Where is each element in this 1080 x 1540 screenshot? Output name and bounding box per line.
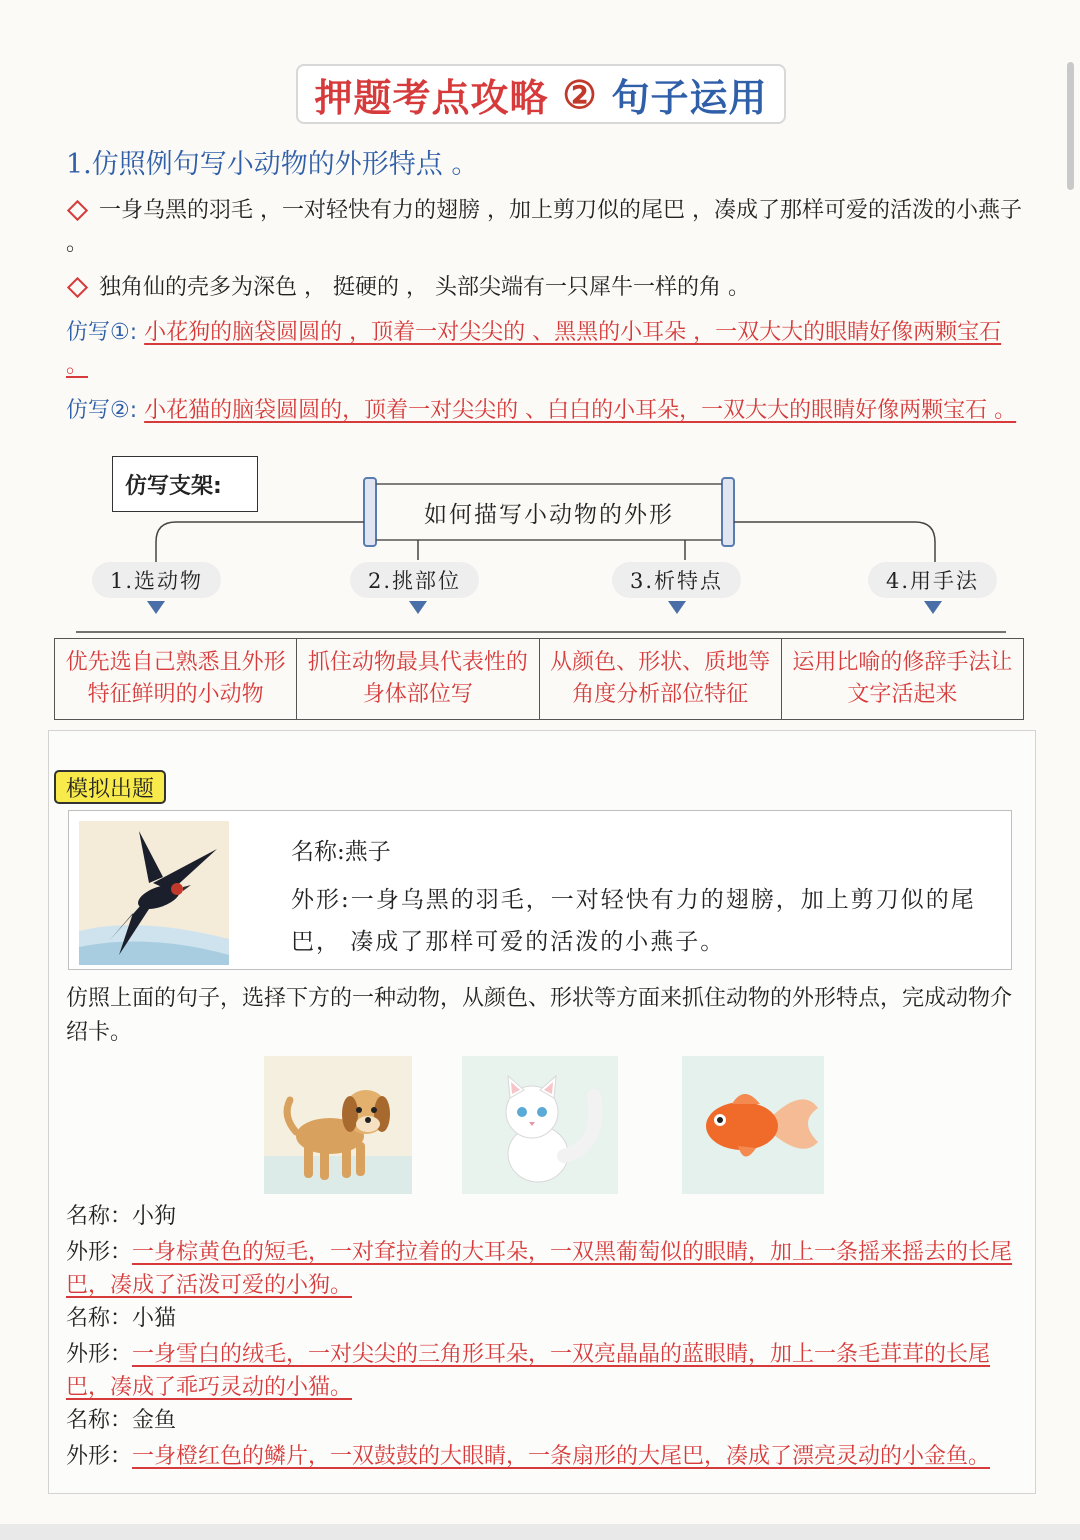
diamond-icon: [67, 199, 88, 220]
down-triangle-icon: [924, 601, 942, 614]
dog-image: [264, 1056, 412, 1194]
mock-instruction: 仿照上面的句子，选择下方的一种动物，从颜色、形状等方面来抓住动物的外形特点，完成动物介绍卡。: [66, 986, 1013, 1045]
answer-cat: [66, 1338, 1032, 1404]
framework-center: 如何描写小动物的外形: [424, 501, 674, 528]
imitation-label: 仿写①:: [66, 320, 138, 345]
cat-image: [462, 1056, 618, 1194]
swallow-image: [79, 821, 229, 965]
framework-tips-table: [54, 638, 1024, 720]
answer-goldfish: [66, 1440, 1032, 1473]
tip-cell: 运用比喻的修辞手法让文字活起来: [781, 639, 1023, 720]
down-triangle-icon: [668, 601, 686, 614]
card-description: 外形:一身乌黑的羽毛，一对轻快有力的翅膀，加上剪刀似的尾巴， 凑成了那样可爱的活泼的小燕子。: [291, 887, 976, 955]
goldfish-image: [682, 1056, 824, 1194]
imitation-text: 小花猫的脑袋圆圆的，顶着一对尖尖的 、白白的小耳朵，一双大大的眼睛好像两颗宝石 。: [144, 398, 1017, 423]
card-name: 名称:燕子: [291, 839, 391, 865]
step-2: 2.挑部位: [350, 562, 479, 598]
imitation-1: [66, 316, 1026, 382]
answer-cat-name: 名称：小猫: [66, 1306, 177, 1331]
page-title: [296, 64, 786, 124]
answer-label: 外形：: [66, 1444, 133, 1469]
answer-text: 一身棕黄色的短毛，一对耷拉着的大耳朵，一双黑葡萄似的眼睛，加上一条摇来摇去的长尾巴，凑成了活泼可爱的小狗。: [66, 1240, 1013, 1298]
step-3: 3.析特点: [612, 562, 741, 598]
section-heading: 1.仿照例句写小动物的外形特点 。: [66, 149, 479, 180]
answer-goldfish-name: 名称：金鱼: [66, 1408, 177, 1433]
imitation-text: 小花狗的脑袋圆圆的 ，顶着一对尖尖的 、黑黑的小耳朵 ，一双大大的眼睛好像两颗宝石 。: [66, 320, 1002, 378]
title-number: ②: [562, 71, 598, 117]
answer-text: 一身雪白的绒毛，一对尖尖的三角形耳朵，一双亮晶晶的蓝眼睛，加上一条毛茸茸的长尾巴，凑成了乖巧灵动的小猫。: [66, 1342, 991, 1400]
example-text-1: 一身乌黑的羽毛 ，一对轻快有力的翅膀 ，加上剪刀似的尾巴 ，凑成了那样可爱的活泼的小燕子 。: [66, 198, 1022, 256]
tip-cell: 从颜色、形状、质地等角度分析部位特征: [539, 639, 781, 720]
answer-text: 一身橙红色的鳞片，一双鼓鼓的大眼睛，一条扇形的大尾巴，凑成了漂亮灵动的小金鱼。: [132, 1444, 991, 1469]
answer-dog-name: 名称：小狗: [66, 1204, 177, 1229]
title-sub: 句子运用: [611, 74, 768, 120]
example-sentence-1: [66, 194, 1026, 260]
tip-cell: 抓住动物最具代表性的身体部位写: [297, 639, 539, 720]
mock-exam-badge: 模拟出题: [54, 770, 166, 804]
bottom-bar: [0, 1524, 1080, 1540]
answer-label: 外形：: [66, 1342, 133, 1367]
diamond-icon: [67, 276, 88, 297]
imitation-label: 仿写②:: [66, 398, 138, 423]
example-card: [68, 810, 1012, 970]
step-1: 1.选动物: [92, 562, 221, 598]
example-text-2: 独角仙的壳多为深色 ， 挺硬的 ， 头部尖端有一只犀牛一样的角 。: [99, 275, 750, 300]
scrollbar[interactable]: [1067, 62, 1074, 190]
step-4: 4.用手法: [868, 562, 997, 598]
down-triangle-icon: [147, 601, 165, 614]
down-triangle-icon: [409, 601, 427, 614]
imitation-2: [66, 394, 1026, 427]
tip-cell: 优先选自己熟悉且外形特征鲜明的小动物: [55, 639, 297, 720]
answer-label: 外形：: [66, 1240, 133, 1265]
answer-dog: [66, 1236, 1032, 1302]
framework-label: 仿写支架:: [112, 456, 258, 512]
example-sentence-2: [66, 271, 1026, 304]
title-main: 押题考点攻略: [314, 74, 549, 120]
